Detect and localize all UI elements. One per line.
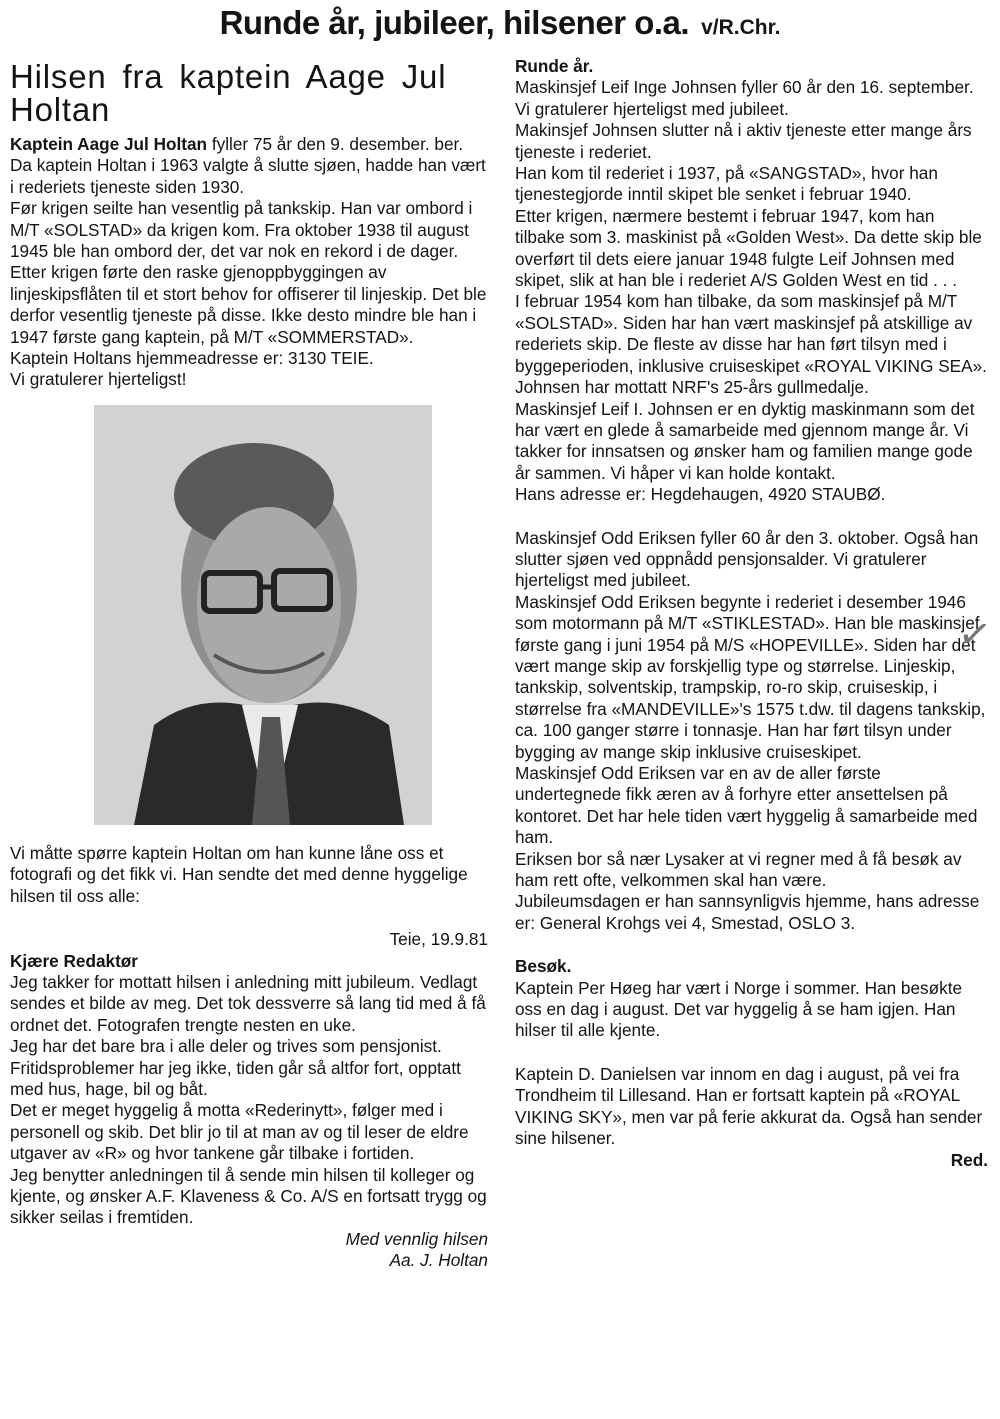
letter-paragraph: Jeg takker for mottatt hilsen i anledning mitt jubileum. Vedlagt sendes et bilde av meg. Det tok dessverre så lang tid med å få ordnet det. Fotografen trengte nesten en uke. [10,971,486,1035]
paragraph: Da kaptein Holtan i 1963 valgte å slutte sjøen, hadde han vært i rederiets tjeneste siden 1930. [10,155,486,197]
page-header [0,4,1000,42]
letter-paragraph: Det er meget hyggelig å motta «Rederinytt», følger med i personell og skib. Det blir jo til at man av og til leser de eldre utgaver av «R» og hvor tankene går tilbake i fortiden. [10,1100,469,1164]
paragraph: Maskinsjef Odd Eriksen fyller 60 år den 3. oktober. Også han slutter sjøen ved oppnådd pensjonsalder. Vi gratulerer hjerteligst med jubileet. [515,527,979,591]
section-heading: Besøk. [515,956,572,977]
paragraph: Vi måtte spørre kaptein Holtan om han kunne låne oss et fotografi og det fikk vi. Han sendte det med denne hyggelige hilsen til oss alle: [10,842,468,906]
checkmark-icon: ✓ [955,609,996,661]
address-line: Kaptein Holtans hjemmeadresse er: 3130 TEIE. [10,348,374,369]
portrait-photo [94,405,432,825]
letter-paragraph: Jeg har det bare bra i alle deler og trives som pensjonist. Fritidsproblemer har jeg ikke, tiden går så altfor fort, opptatt med hus, hage, bil og båt. [10,1036,461,1099]
right-column [515,56,988,1171]
paragraph: Jubileumsdagen er han sannsynligvis hjemme, hans adresse er: General Krohgs vei 4, Smestad, OSLO 3. [515,891,980,933]
paragraph: Maskinsjef Odd Eriksen var en av de aller første undertegnede fikk æren av å forhyre etter ansettelsen på kontoret. Det har hele tiden vært hyggelig å samarbeide med ham. [515,763,978,848]
paragraph: Etter krigen førte den raske gjenoppbyggingen av linjeskipsflåten til et stort behov for offiserer til linjeskip. Det ble derfor vesentlig tjeneste på disse. Ikke desto mindre ble han i 1947 første gang kaptein, på M/T «SOMMERSTAD». [10,262,487,347]
paragraph: Makinsjef Johnsen slutter nå i aktiv tjeneste etter mange års tjeneste i rederiet. [515,120,972,162]
portrait-image [94,405,432,825]
paragraph: Maskinsjef Odd Eriksen begynte i rederiet i desember 1946 som motormann på M/T «STIKLESTAD». Han ble maskinsjef første gang i juni 1954 på M/S «HOPEVILLE». Siden har det vært mange skip av forskjellig type og størrelse. Linjeskip, tankskip, solventskip, trampskip, ro-ro skip, cruiseskip, i størrelse fra «MANDEVILLE»'s 1575 t.dw. til dagens tankskip, ca. 100 ganger større i tonnasje. Han har ført tilsyn under bygging av mange skip inklusive cruiseskipet. [515,591,986,762]
section-heading: Runde år. [515,56,594,76]
address-line: Hans adresse er: Hegdehaugen, 4920 STAUBØ. [515,484,886,505]
paragraph: I februar 1954 kom han tilbake, da som maskinsjef på M/T «SOLSTAD». Siden har han vært maskinsjef på atskillige av rederiets skip. De fleste av disse har han ført tilsyn med i byggeperioden, inklusive cruiseskipet «ROYAL VIKING SEA». Johnsen har mottatt NRF's 25-års gullmedalje. [515,291,987,398]
editor-signature: Red. [950,1149,988,1170]
paragraph: Eriksen bor så nær Lysaker at vi regner med å få besøk av ham rett ofte, velkommen skal han være. [515,848,962,891]
paragraph: Han kom til rederiet i 1937, på «SANGSTAD», hvor han tjenestegjorde inntil skipet ble senket i februar 1940. [515,163,938,205]
letter-paragraph: Jeg benytter anledningen til å sende min hilsen til kolleger og kjente, og ønsker A.F. Klaveness & Co. A/S en fortsatt trygg og sikker seilas i fremtiden. [10,1164,487,1228]
paragraph: Etter krigen, nærmere bestemt i februar 1947, kom han tilbake som 3. maskinist på «Golden West». Da dette skip ble overført til dets eiere januar 1948 fulgte Leif Johnsen med skipet, slik at han ble i rederiet A/S Golden West en tid . . . [515,205,982,291]
letter-closing: Med vennlig hilsen [345,1228,488,1249]
paragraph: Vi gratulerer hjerteligst med jubileet. [515,98,789,119]
page-title: Runde år, jubileer, hilsener o.a. [219,4,690,41]
intro-text: fyller 75 år den 9. desember. ber. [207,134,464,154]
letter-salutation: Kjære Redaktør [10,950,138,971]
byline: v/R.Chr. [701,16,781,39]
letter-signature: Aa. J. Holtan [389,1250,488,1271]
congrats-line: Vi gratulerer hjerteligst! [10,369,187,390]
left-column [10,60,488,1272]
article-heading: Hilsen fra kaptein Aage Jul Holtan [10,58,447,128]
paragraph: Maskinsjef Leif I. Johnsen er en dyktig maskinmann som det har vært en glede å samarbeide med gjennom mange år. Vi takker for innsatsen og ønsker ham og familien mange gode år sammen. Vi håper vi kan holde kontakt. [515,398,975,483]
place-date: Teie, 19.9.81 [389,929,488,950]
intro-name: Kaptein Aage Jul Holtan [10,134,208,154]
intro-paragraph [10,134,488,155]
paragraph: Kaptein D. Danielsen var innom en dag i august, på vei fra Trondheim til Lillesand. Han er fortsatt kaptein på «ROYAL VIKING SKY», men var på ferie akkurat da. Også han sender sine hilsener. [515,1063,983,1149]
paragraph: Maskinsjef Leif Inge Johnsen fyller 60 år den 16. september. [515,77,974,98]
paragraph: Kaptein Per Høeg har vært i Norge i sommer. Han besøkte oss en dag i august. Det var hyggelig å se ham igjen. Han hilser til alle kjente. [515,977,963,1041]
paragraph: Før krigen seilte han vesentlig på tankskip. Han var ombord i M/T «SOLSTAD» da krigen kom. Fra oktober 1938 til august 1945 ble han ombord der, det var nok en rekord i de dager. [10,198,473,262]
